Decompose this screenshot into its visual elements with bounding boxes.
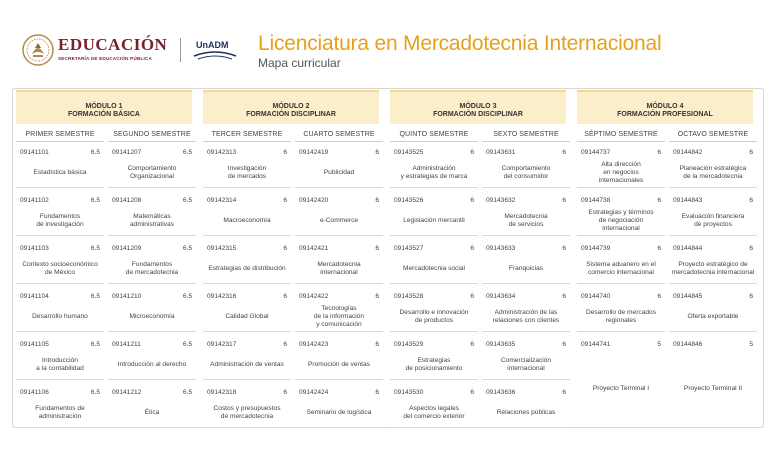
module-3-label: MÓDULO 3 <box>459 103 497 110</box>
semester-label: SEGUNDO SEMESTRE <box>108 128 196 142</box>
semester-column <box>577 128 665 430</box>
semester-label: OCTAVO SEMESTRE <box>669 128 757 142</box>
coat-of-arms-icon <box>22 34 54 66</box>
course-code: 09143636 <box>486 389 516 396</box>
module-1-label: MÓDULO 1 <box>85 103 123 110</box>
course-code: 09144842 <box>673 149 703 156</box>
course-cell <box>390 382 478 428</box>
course-code: 09144739 <box>581 245 611 252</box>
course-code: 09143529 <box>394 341 424 348</box>
course-cell <box>482 286 570 332</box>
course-name: Administración de las relaciones con clientes <box>492 308 560 324</box>
course-name: Oferta exportable <box>687 312 739 320</box>
course-credits: 6 <box>470 245 474 252</box>
course-name: Administración de ventas <box>210 360 284 368</box>
course-cell <box>16 286 104 332</box>
course-name: Comportamiento Organizacional <box>127 164 177 180</box>
course-code: 09142316 <box>207 293 237 300</box>
course-cell <box>482 334 570 380</box>
module-2-label: MÓDULO 2 <box>272 103 310 110</box>
course-cell <box>577 334 665 426</box>
module-4-type: FORMACIÓN PROFESIONAL <box>617 111 713 118</box>
course-name: Mercadotecnia social <box>403 264 465 272</box>
course-cell <box>482 190 570 236</box>
course-code: 09144846 <box>673 341 703 348</box>
course-code: 09143530 <box>394 389 424 396</box>
module-4-label: MÓDULO 4 <box>646 103 684 110</box>
course-credits: 6.5 <box>182 197 192 204</box>
course-credits: 6 <box>470 149 474 156</box>
page-header <box>0 0 768 86</box>
course-cell <box>108 334 196 380</box>
course-credits: 6 <box>749 245 753 252</box>
course-cell <box>390 238 478 284</box>
course-cell <box>108 190 196 236</box>
course-credits: 6 <box>375 341 379 348</box>
course-name: Fundamentos de administración <box>35 404 85 420</box>
course-name: Estrategias de distribución <box>208 264 286 272</box>
course-code: 09142421 <box>299 245 329 252</box>
course-name: Planeación estratégica de la mercadotecnia <box>679 164 747 180</box>
course-name: Matemáticas administrativas <box>130 212 174 228</box>
course-name: Ética <box>144 408 160 416</box>
course-name: Estrategias de posicionamiento <box>405 356 463 372</box>
course-name: Fundamentos de investigación <box>36 212 84 228</box>
course-code: 09143635 <box>486 341 516 348</box>
course-credits: 6 <box>562 245 566 252</box>
course-code: 09143528 <box>394 293 424 300</box>
page-subtitle: Mapa curricular <box>258 56 341 70</box>
course-credits: 6 <box>470 293 474 300</box>
course-code: 09141102 <box>20 197 49 204</box>
org-name: EDUCACIÓN <box>58 35 168 54</box>
course-name: Fundamentos de mercadotecnia <box>125 260 179 276</box>
course-code: 09141101 <box>20 149 49 156</box>
course-credits: 6.5 <box>90 389 100 396</box>
course-code: 09144845 <box>673 293 703 300</box>
course-code: 09143526 <box>394 197 424 204</box>
course-code: 09141105 <box>20 341 49 348</box>
course-code: 09143632 <box>486 197 516 204</box>
semester-label: CUARTO SEMESTRE <box>295 128 383 142</box>
course-cell <box>295 142 383 188</box>
course-cell <box>203 334 291 380</box>
course-name: Estrategias y términos de negociación internacional <box>588 208 654 232</box>
course-code: 09142314 <box>207 197 237 204</box>
course-name: Investigación de mercados <box>227 164 267 180</box>
course-name: Introducción a la contabilidad <box>36 356 84 372</box>
course-credits: 6.5 <box>90 245 100 252</box>
course-credits: 6.5 <box>182 293 192 300</box>
course-credits: 6 <box>470 389 474 396</box>
course-cell <box>295 382 383 428</box>
course-name: Promoción de ventas <box>308 360 370 368</box>
course-name: Contexto socioeconómico de México <box>22 260 98 276</box>
course-credits: 6 <box>562 341 566 348</box>
org-subtitle: SECRETARÍA DE EDUCACIÓN PÚBLICA <box>58 56 152 61</box>
course-credits: 6 <box>375 389 379 396</box>
course-code: 09141104 <box>20 293 49 300</box>
course-code: 09144843 <box>673 197 703 204</box>
course-credits: 6 <box>749 149 753 156</box>
course-credits: 6 <box>283 197 287 204</box>
course-cell <box>16 334 104 380</box>
course-cell <box>108 382 196 428</box>
course-cell <box>482 382 570 428</box>
course-code: 09142419 <box>299 149 329 156</box>
course-code: 09141210 <box>112 293 142 300</box>
course-cell <box>108 238 196 284</box>
course-cell <box>295 190 383 236</box>
course-cell <box>203 286 291 332</box>
semester-label: SEXTO SEMESTRE <box>482 128 570 142</box>
course-name: Comercialización internacional <box>500 356 552 372</box>
curriculum-grid <box>16 90 764 426</box>
course-code: 09141106 <box>20 389 49 396</box>
course-code: 09142422 <box>299 293 329 300</box>
course-name: Proyecto estratégico de mercadotecnia internacional <box>671 260 755 276</box>
course-credits: 6.5 <box>182 389 192 396</box>
page-title: Licenciatura en Mercadotecnia Internacional <box>258 32 662 55</box>
course-credits: 6 <box>657 149 661 156</box>
course-name: Calidad Global <box>225 312 269 320</box>
course-name: Introducción al derecho <box>117 360 187 368</box>
course-cell <box>482 142 570 188</box>
course-credits: 6.5 <box>90 197 100 204</box>
course-name: Aspectos legales del comercio exterior <box>403 404 465 420</box>
course-code: 09141207 <box>112 149 142 156</box>
course-code: 09142424 <box>299 389 329 396</box>
module-1-type: FORMACIÓN BÁSICA <box>68 111 140 118</box>
course-code: 09141212 <box>112 389 142 396</box>
course-code: 09141103 <box>20 245 49 252</box>
course-name: e-Commerce <box>319 216 359 224</box>
course-code: 09144740 <box>581 293 611 300</box>
course-cell <box>108 142 196 188</box>
semester-column <box>16 128 104 430</box>
course-credits: 6 <box>375 245 379 252</box>
course-code: 09141209 <box>112 245 142 252</box>
course-cell <box>16 382 104 428</box>
course-name: Desarrollo e innovación de productos <box>399 308 469 324</box>
course-name: Relaciones públicas <box>496 408 556 416</box>
sep-logo <box>22 34 172 68</box>
course-credits: 6 <box>749 293 753 300</box>
course-cell <box>669 238 757 284</box>
course-name: Publicidad <box>323 168 355 176</box>
course-cell <box>577 286 665 332</box>
semester-column <box>482 128 570 430</box>
course-credits: 6 <box>562 293 566 300</box>
unadm-swoosh-icon <box>192 50 238 62</box>
course-cell <box>108 286 196 332</box>
semester-label: SÉPTIMO SEMESTRE <box>577 128 665 142</box>
course-name: Desarrollo humano <box>32 312 88 320</box>
course-credits: 6 <box>470 197 474 204</box>
course-credits: 6.5 <box>90 149 100 156</box>
course-credits: 6 <box>657 245 661 252</box>
course-code: 09144844 <box>673 245 703 252</box>
course-credits: 5 <box>657 341 661 348</box>
course-cell <box>295 286 383 332</box>
course-code: 09143527 <box>394 245 424 252</box>
course-name: Mercadotecnia internacional <box>317 260 361 276</box>
course-credits: 6 <box>283 245 287 252</box>
course-name: Proyecto Terminal II <box>683 385 743 392</box>
course-code: 09142423 <box>299 341 329 348</box>
module-2-header <box>203 90 379 124</box>
semester-column <box>295 128 383 430</box>
header-divider <box>180 38 181 62</box>
course-cell <box>390 142 478 188</box>
course-cell <box>669 286 757 332</box>
course-cell <box>203 238 291 284</box>
course-credits: 6 <box>375 197 379 204</box>
course-cell <box>577 142 665 188</box>
course-cell <box>390 334 478 380</box>
course-cell <box>669 142 757 188</box>
module-1-header <box>16 90 192 124</box>
course-credits: 6 <box>283 149 287 156</box>
course-credits: 6.5 <box>90 293 100 300</box>
course-name: Seminario de logística <box>306 408 372 416</box>
semester-label: QUINTO SEMESTRE <box>390 128 478 142</box>
course-cell <box>16 190 104 236</box>
course-code: 09142313 <box>207 149 237 156</box>
course-cell <box>482 238 570 284</box>
course-code: 09143634 <box>486 293 516 300</box>
course-credits: 6 <box>657 197 661 204</box>
module-2-type: FORMACIÓN DISCIPLINAR <box>246 111 336 118</box>
course-name: Mercadotecnia de servicios <box>504 212 548 228</box>
course-cell <box>295 334 383 380</box>
course-name: Administración y estrategias de marca <box>400 164 468 180</box>
module-3-type: FORMACIÓN DISCIPLINAR <box>433 111 523 118</box>
course-credits: 6 <box>375 149 379 156</box>
course-code: 09142318 <box>207 389 237 396</box>
course-cell <box>669 190 757 236</box>
course-name: Costos y presupuestos de mercadotecnia <box>213 404 281 420</box>
semester-column <box>203 128 291 430</box>
course-credits: 6 <box>283 341 287 348</box>
course-name: Sistema aduanero en el comercio internacional <box>586 260 656 276</box>
course-name: Proyecto Terminal I <box>592 385 650 392</box>
course-credits: 6.5 <box>90 341 100 348</box>
course-code: 09142420 <box>299 197 329 204</box>
course-name: Macroeconomía <box>223 216 271 224</box>
course-cell <box>16 142 104 188</box>
course-code: 09143633 <box>486 245 516 252</box>
course-name: Franquicias <box>508 264 544 272</box>
course-cell <box>577 238 665 284</box>
course-code: 09141208 <box>112 197 142 204</box>
course-cell <box>669 334 757 426</box>
course-code: 09141211 <box>112 341 141 348</box>
course-code: 09144737 <box>581 149 611 156</box>
course-credits: 6 <box>283 293 287 300</box>
course-name: Legislación mercantil <box>403 216 465 224</box>
course-cell <box>203 142 291 188</box>
course-credits: 6 <box>562 389 566 396</box>
course-credits: 6 <box>657 293 661 300</box>
course-code: 09142317 <box>207 341 237 348</box>
course-credits: 6 <box>562 197 566 204</box>
course-code: 09144741 <box>581 341 611 348</box>
course-name: Tecnologías de la información y comunicación <box>313 304 365 328</box>
semester-column <box>669 128 757 430</box>
course-cell <box>203 190 291 236</box>
course-credits: 6.5 <box>182 245 192 252</box>
course-credits: 6 <box>562 149 566 156</box>
course-credits: 6.5 <box>182 341 192 348</box>
course-credits: 6.5 <box>182 149 192 156</box>
course-cell <box>390 190 478 236</box>
module-3-header <box>390 90 566 124</box>
course-cell <box>295 238 383 284</box>
course-code: 09143525 <box>394 149 424 156</box>
course-credits: 6 <box>375 293 379 300</box>
course-name: Desarrollo de mercados regionales <box>586 308 656 324</box>
course-code: 09143631 <box>486 149 516 156</box>
semester-column <box>108 128 196 430</box>
course-name: Alta dirección en negocios internacionales <box>598 160 644 184</box>
course-code: 09144738 <box>581 197 611 204</box>
unadm-text: UnADM <box>196 40 229 50</box>
course-credits: 6 <box>749 197 753 204</box>
course-cell <box>577 190 665 236</box>
course-cell <box>203 382 291 428</box>
course-cell <box>390 286 478 332</box>
module-4-header <box>577 90 753 124</box>
semester-column <box>390 128 478 430</box>
semester-label: TERCER SEMESTRE <box>203 128 291 142</box>
semester-label: PRIMER SEMESTRE <box>16 128 104 142</box>
course-name: Comportamiento del consumidor <box>501 164 551 180</box>
course-name: Evaluación financiera de proyectos <box>681 212 745 228</box>
course-name: Estadística básica <box>33 168 87 176</box>
course-credits: 6 <box>283 389 287 396</box>
unadm-logo <box>192 38 238 62</box>
course-cell <box>16 238 104 284</box>
course-credits: 6 <box>470 341 474 348</box>
course-credits: 5 <box>749 341 753 348</box>
course-name: Microeconomía <box>129 312 175 320</box>
course-code: 09142315 <box>207 245 237 252</box>
